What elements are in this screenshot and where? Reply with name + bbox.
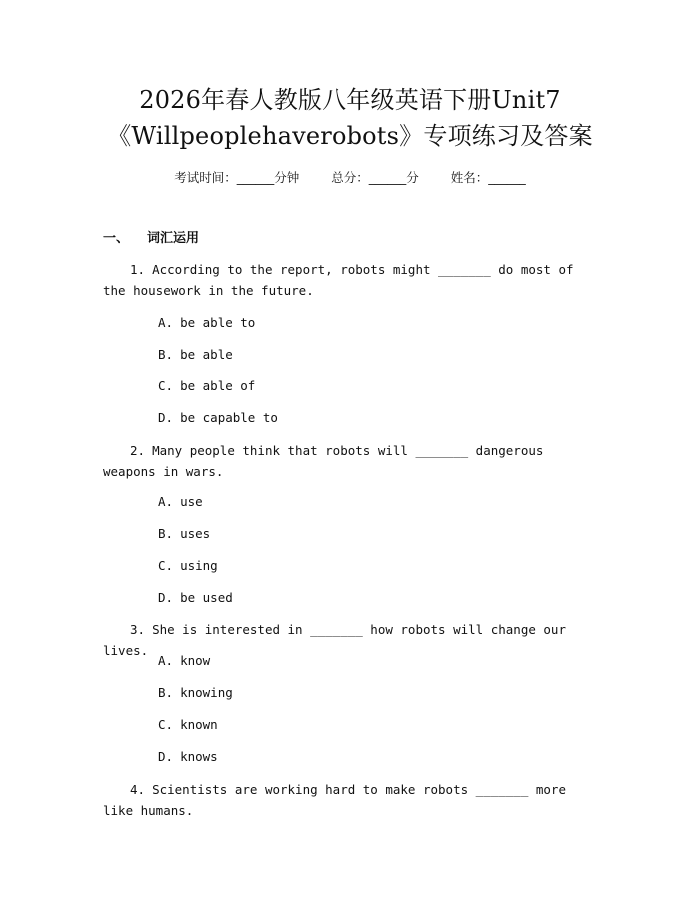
question-1-option-b [158, 345, 233, 365]
question-number: 3. [130, 622, 146, 637]
question-number: 2. [130, 443, 146, 458]
option-text: be used [180, 590, 233, 605]
option-text: use [180, 494, 203, 509]
question-text: According to the report, robots might _______ do most of the housework in the future. [103, 262, 574, 298]
option-letter: C. [158, 558, 174, 573]
option-letter: D. [158, 749, 174, 764]
option-letter: A. [158, 315, 174, 330]
question-number: 1. [130, 262, 146, 277]
question-1-option-d [158, 408, 278, 428]
section-number: 一、 [103, 231, 130, 246]
question-3-option-d [158, 747, 218, 767]
option-letter: A. [158, 494, 174, 509]
section-title: 词汇运用 [147, 231, 200, 246]
option-text: knows [180, 749, 218, 764]
option-text: uses [180, 526, 211, 541]
question-4 [103, 779, 589, 821]
question-2-option-b [158, 524, 210, 544]
option-letter: B. [158, 526, 174, 541]
student-name-field: 姓名：______ [450, 170, 526, 185]
option-letter: A. [158, 653, 174, 668]
question-1-option-a [158, 313, 255, 333]
option-letter: B. [158, 685, 174, 700]
option-text: be able [180, 347, 233, 362]
question-2-option-a [158, 492, 203, 512]
option-letter: D. [158, 410, 174, 425]
option-text: knowing [180, 685, 233, 700]
question-1 [103, 259, 589, 301]
option-text: be capable to [180, 410, 278, 425]
section-heading [103, 229, 199, 249]
option-text: know [180, 653, 211, 668]
option-text: known [180, 717, 218, 732]
question-text: Many people think that robots will _______ dangerous weapons in wars. [103, 443, 544, 479]
question-text: Scientists are working hard to make robots _______ more like humans. [103, 782, 566, 818]
question-3-option-b [158, 683, 233, 703]
question-3-option-c [158, 715, 218, 735]
option-text: be able of [180, 378, 256, 393]
question-2-option-c [158, 556, 218, 576]
option-text: using [180, 558, 218, 573]
question-3-option-a [158, 651, 210, 671]
question-2 [103, 440, 589, 482]
option-letter: B. [158, 347, 174, 362]
option-letter: D. [158, 590, 174, 605]
option-letter: C. [158, 378, 174, 393]
question-1-option-c [158, 376, 255, 396]
question-number: 4. [130, 782, 146, 797]
exam-time-field: 考试时间：______分钟 [174, 170, 300, 185]
document-title-line-2: 《Willpeoplehaverobots》专项练习及答案 [107, 122, 593, 150]
option-text: be able to [180, 315, 256, 330]
exam-info [0, 168, 700, 188]
option-letter: C. [158, 717, 174, 732]
question-2-option-d [158, 588, 233, 608]
total-score-field: 总分：______分 [331, 170, 419, 185]
question-text: She is interested in _______ how robots will change our lives. [103, 622, 566, 658]
document-title-line-1: 2026年春人教版八年级英语下册Unit7 [139, 86, 561, 114]
